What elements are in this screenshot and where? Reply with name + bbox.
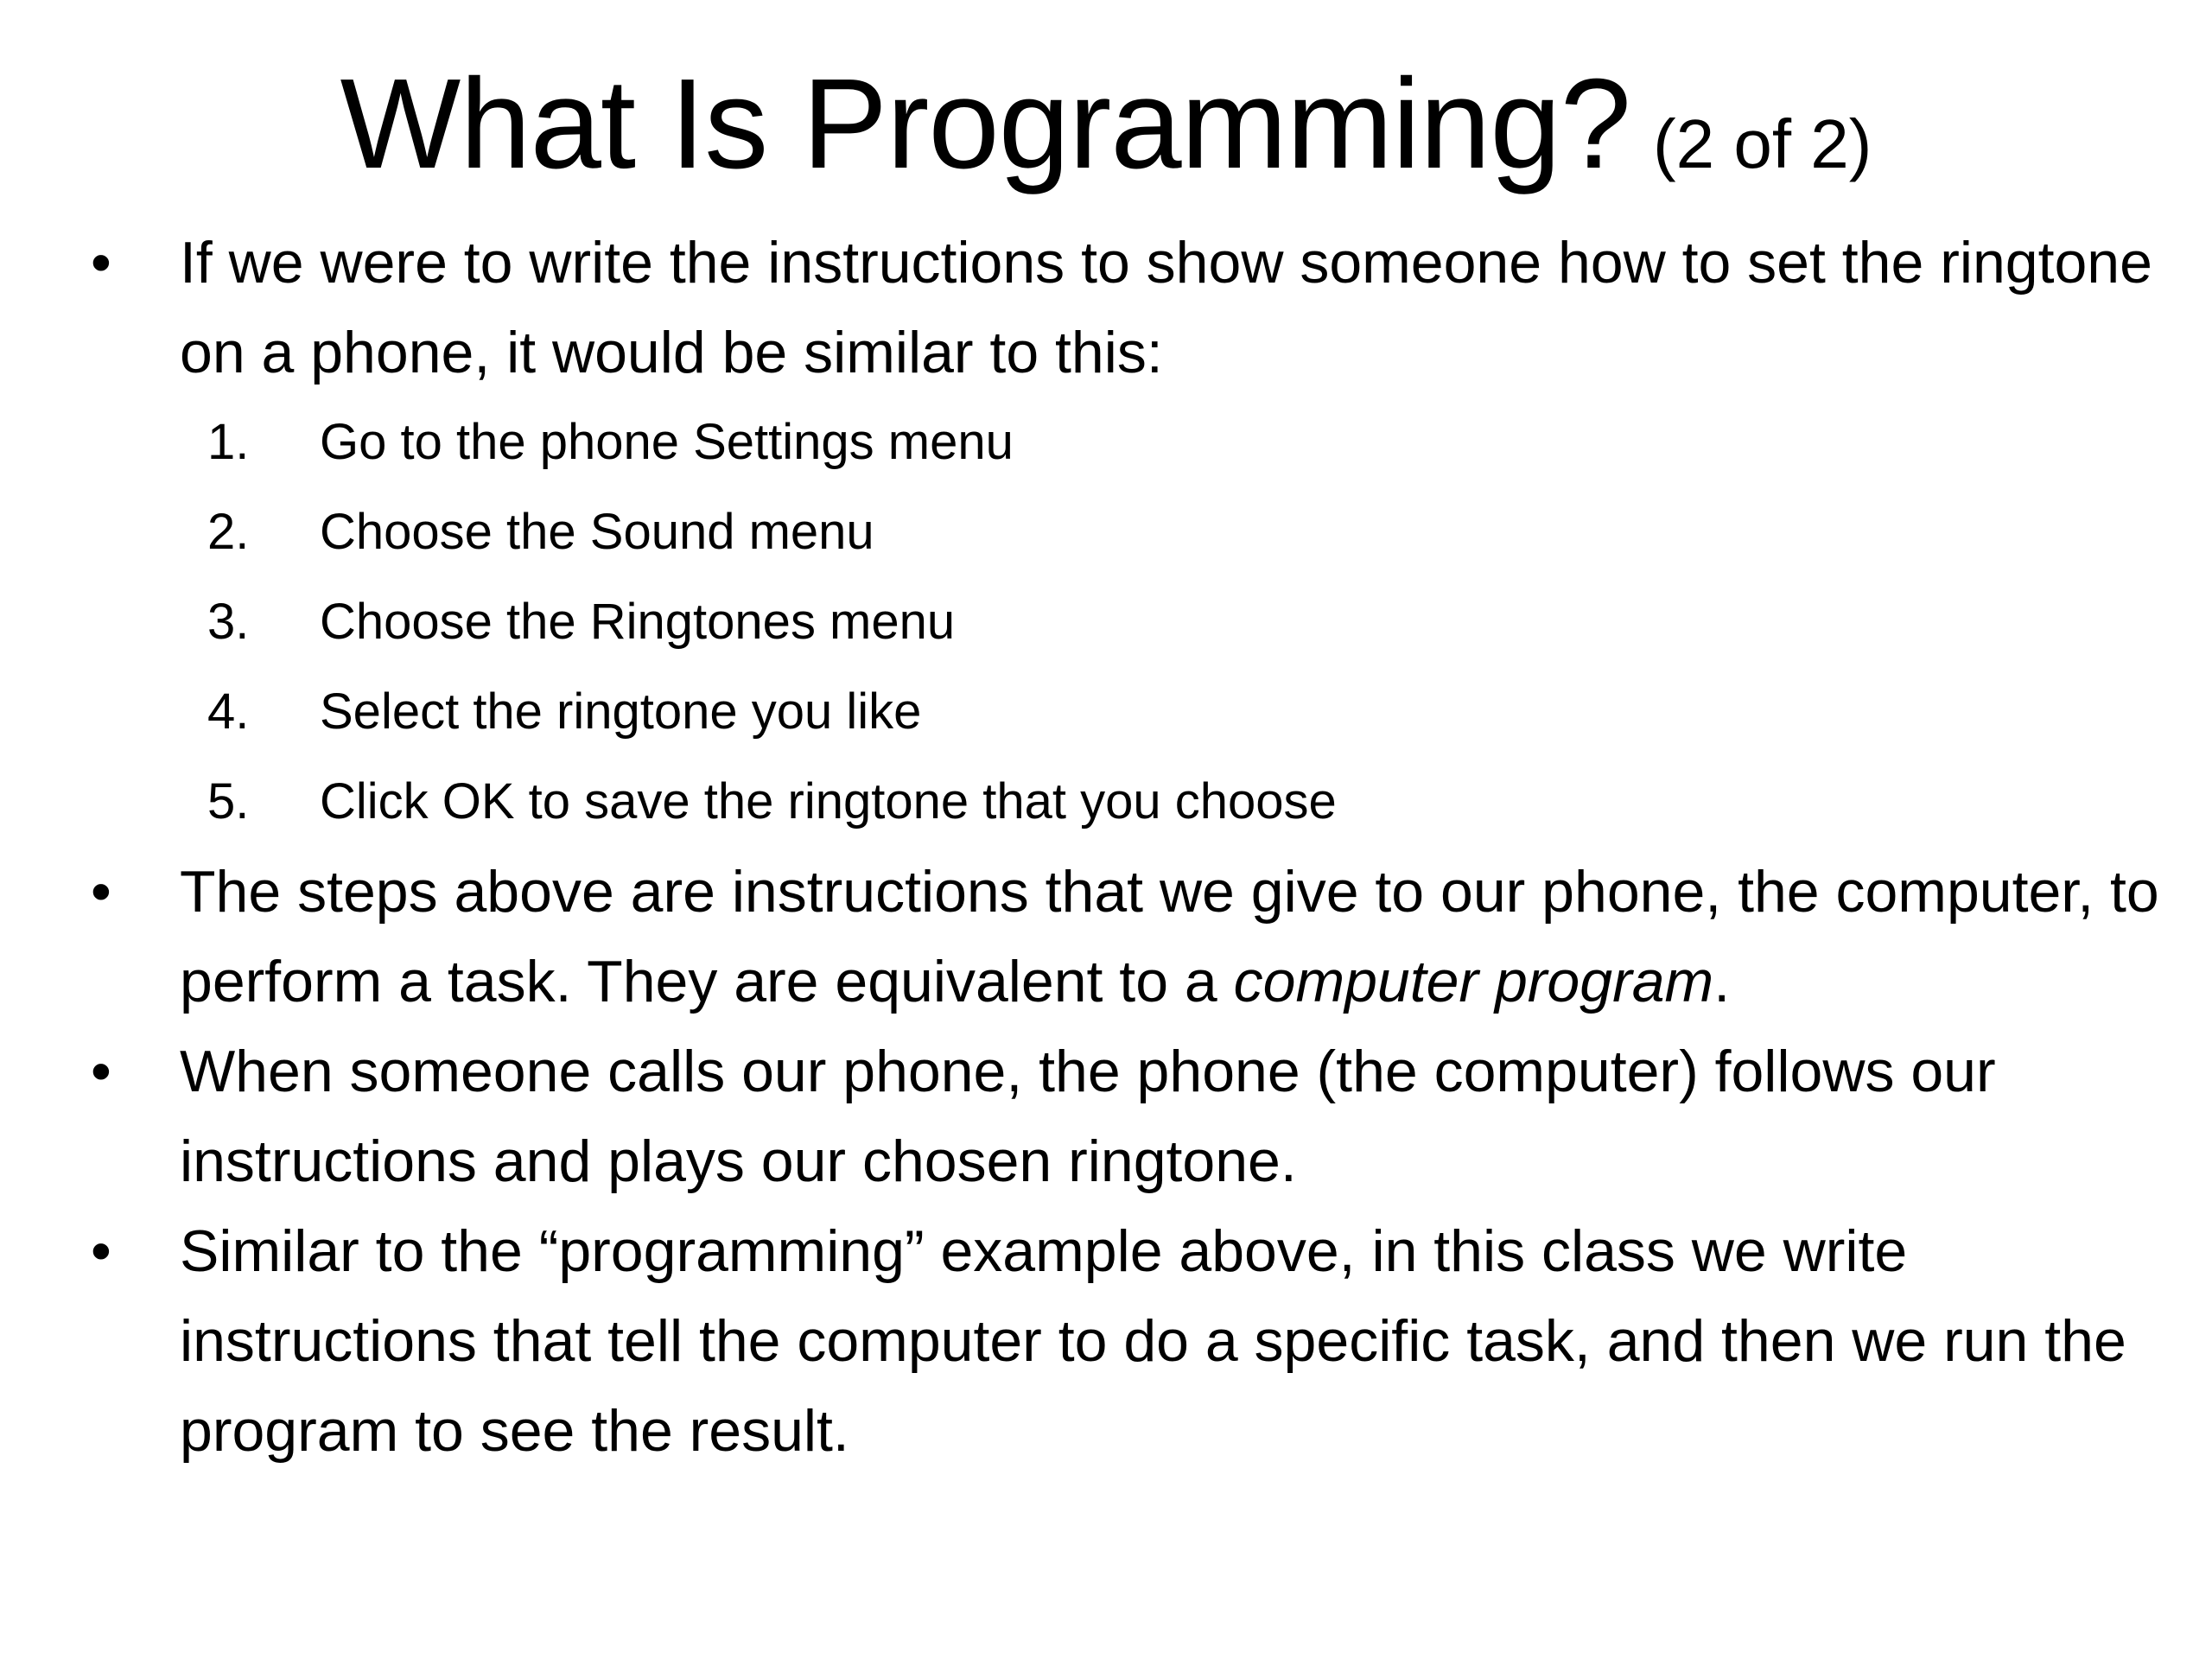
list-item xyxy=(0,397,2212,487)
bullet-dot-icon: • xyxy=(91,230,111,296)
list-item xyxy=(0,487,2212,577)
step-text: Click OK to save the ringtone that you choose xyxy=(320,773,1337,830)
bullet-text: Similar to the “programming” example above, in this class we write instructions that tell the computer to do a specific task, and then we run the program to see the result. xyxy=(180,1218,2126,1464)
bullet-text: When someone calls our phone, the phone (the computer) follows our instructions and plays our chosen ringtone. xyxy=(180,1039,1996,1194)
step-text: Choose the Ringtones menu xyxy=(320,594,956,650)
step-text: Select the ringtone you like xyxy=(320,683,922,740)
slide-title xyxy=(0,53,2212,195)
bullet-dot-icon: • xyxy=(91,1039,111,1104)
slide-content xyxy=(0,218,2212,1476)
title-page-indicator: (2 of 2) xyxy=(1652,105,1872,182)
list-item xyxy=(0,577,2212,667)
emphasized-term: computer program xyxy=(1233,949,1714,1014)
bullet-dot-icon: • xyxy=(91,859,111,925)
step-number: 3. xyxy=(207,594,250,650)
bullet-text: If we were to write the instructions to show someone how to set the ringtone on a phone, it would be similar to this: xyxy=(180,230,2152,385)
step-number: 1. xyxy=(207,414,250,470)
list-item xyxy=(0,757,2212,847)
bullet-text xyxy=(180,859,2159,1014)
step-text: Choose the Sound menu xyxy=(320,504,874,560)
bullet-item xyxy=(0,847,2212,1027)
step-number: 4. xyxy=(207,683,250,740)
step-number: 2. xyxy=(207,504,250,560)
bullet-text-part: . xyxy=(1713,949,1731,1014)
list-item xyxy=(0,667,2212,757)
numbered-steps-list xyxy=(0,397,2212,847)
bullet-item xyxy=(0,218,2212,397)
bullet-text-part: The steps above are instructions that we give to our phone, the computer, to perform a task. They are equivalent to a xyxy=(180,859,2159,1014)
step-number: 5. xyxy=(207,773,250,830)
bullet-dot-icon: • xyxy=(91,1218,111,1284)
bullet-item xyxy=(0,1027,2212,1206)
step-text: Go to the phone Settings menu xyxy=(320,414,1014,470)
title-main: What Is Programming? xyxy=(340,53,1630,195)
bullet-item xyxy=(0,1206,2212,1476)
